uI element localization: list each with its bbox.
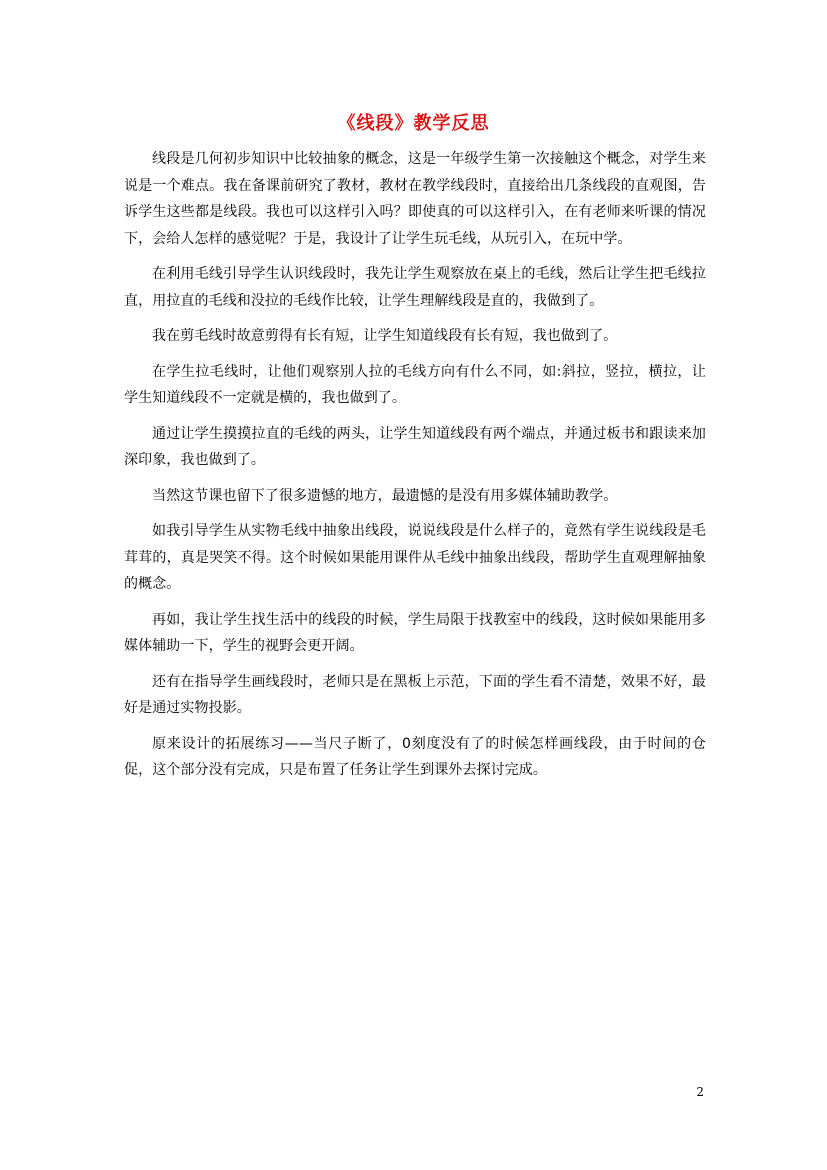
document-body <box>124 146 706 793</box>
paragraph: 线段是几何初步知识中比较抽象的概念，这是一年级学生第一次接触这个概念，对学生来说是一个难点。我在备课前研究了教材，教材在教学线段时，直接给出几条线段的直观图，告诉学生这些都是线段。我也可以这样引入吗？即使真的可以这样引入，在有老师来听课的情况下，会给人怎样的感觉呢？于是，我设计了让学生玩毛线，从玩引入，在玩中学。 <box>124 151 706 247</box>
paragraph: 还有在指导学生画线段时，老师只是在黑板上示范，下面的学生看不清楚，效果不好，最好是通过实物投影。 <box>124 673 706 716</box>
page-number: 2 <box>696 1085 704 1099</box>
page-title: 《线段》教学反思 <box>337 113 490 134</box>
paragraph: 当然这节课也留下了很多遗憾的地方，最遗憾的是没有用多媒体辅助教学。 <box>152 487 618 504</box>
paragraph: 如我引导学生从实物毛线中抽象出线段，说说线段是什么样子的，竟然有学生说线段是毛茸茸的，真是哭笑不得。这个时候如果能用课件从毛线中抽象出线段，帮助学生直观理解抽象的概念。 <box>124 523 706 592</box>
paragraph: 在学生拉毛线时，让他们观察别人拉的毛线方向有什么不同，如:斜拉，竖拉，横拉，让学生知道线段不一定就是横的，我也做到了。 <box>124 363 706 406</box>
paragraph: 我在剪毛线时故意剪得有长有短，让学生知道线段有长有短，我也做到了。 <box>152 328 618 344</box>
paragraph: 通过让学生摸摸拉直的毛线的两头，让学生知道线段有两个端点，并通过板书和跟读来加深印象，我也做到了。 <box>124 425 706 468</box>
paragraph: 原来设计的拓展练习——当尺子断了，0刻度没有了的时候怎样画线段，由于时间的仓促，这个部分没有完成，只是布置了任务让学生到课外去探讨完成。 <box>124 735 706 778</box>
paragraph: 再如，我让学生找生活中的线段的时候，学生局限于找教室中的线段，这时候如果能用多媒体辅助一下，学生的视野会更开阔。 <box>124 611 706 654</box>
paragraph: 在利用毛线引导学生认识线段时，我先让学生观察放在桌上的毛线，然后让学生把毛线拉直，用拉直的毛线和没拉的毛线作比较，让学生理解线段是直的，我做到了。 <box>124 266 706 309</box>
